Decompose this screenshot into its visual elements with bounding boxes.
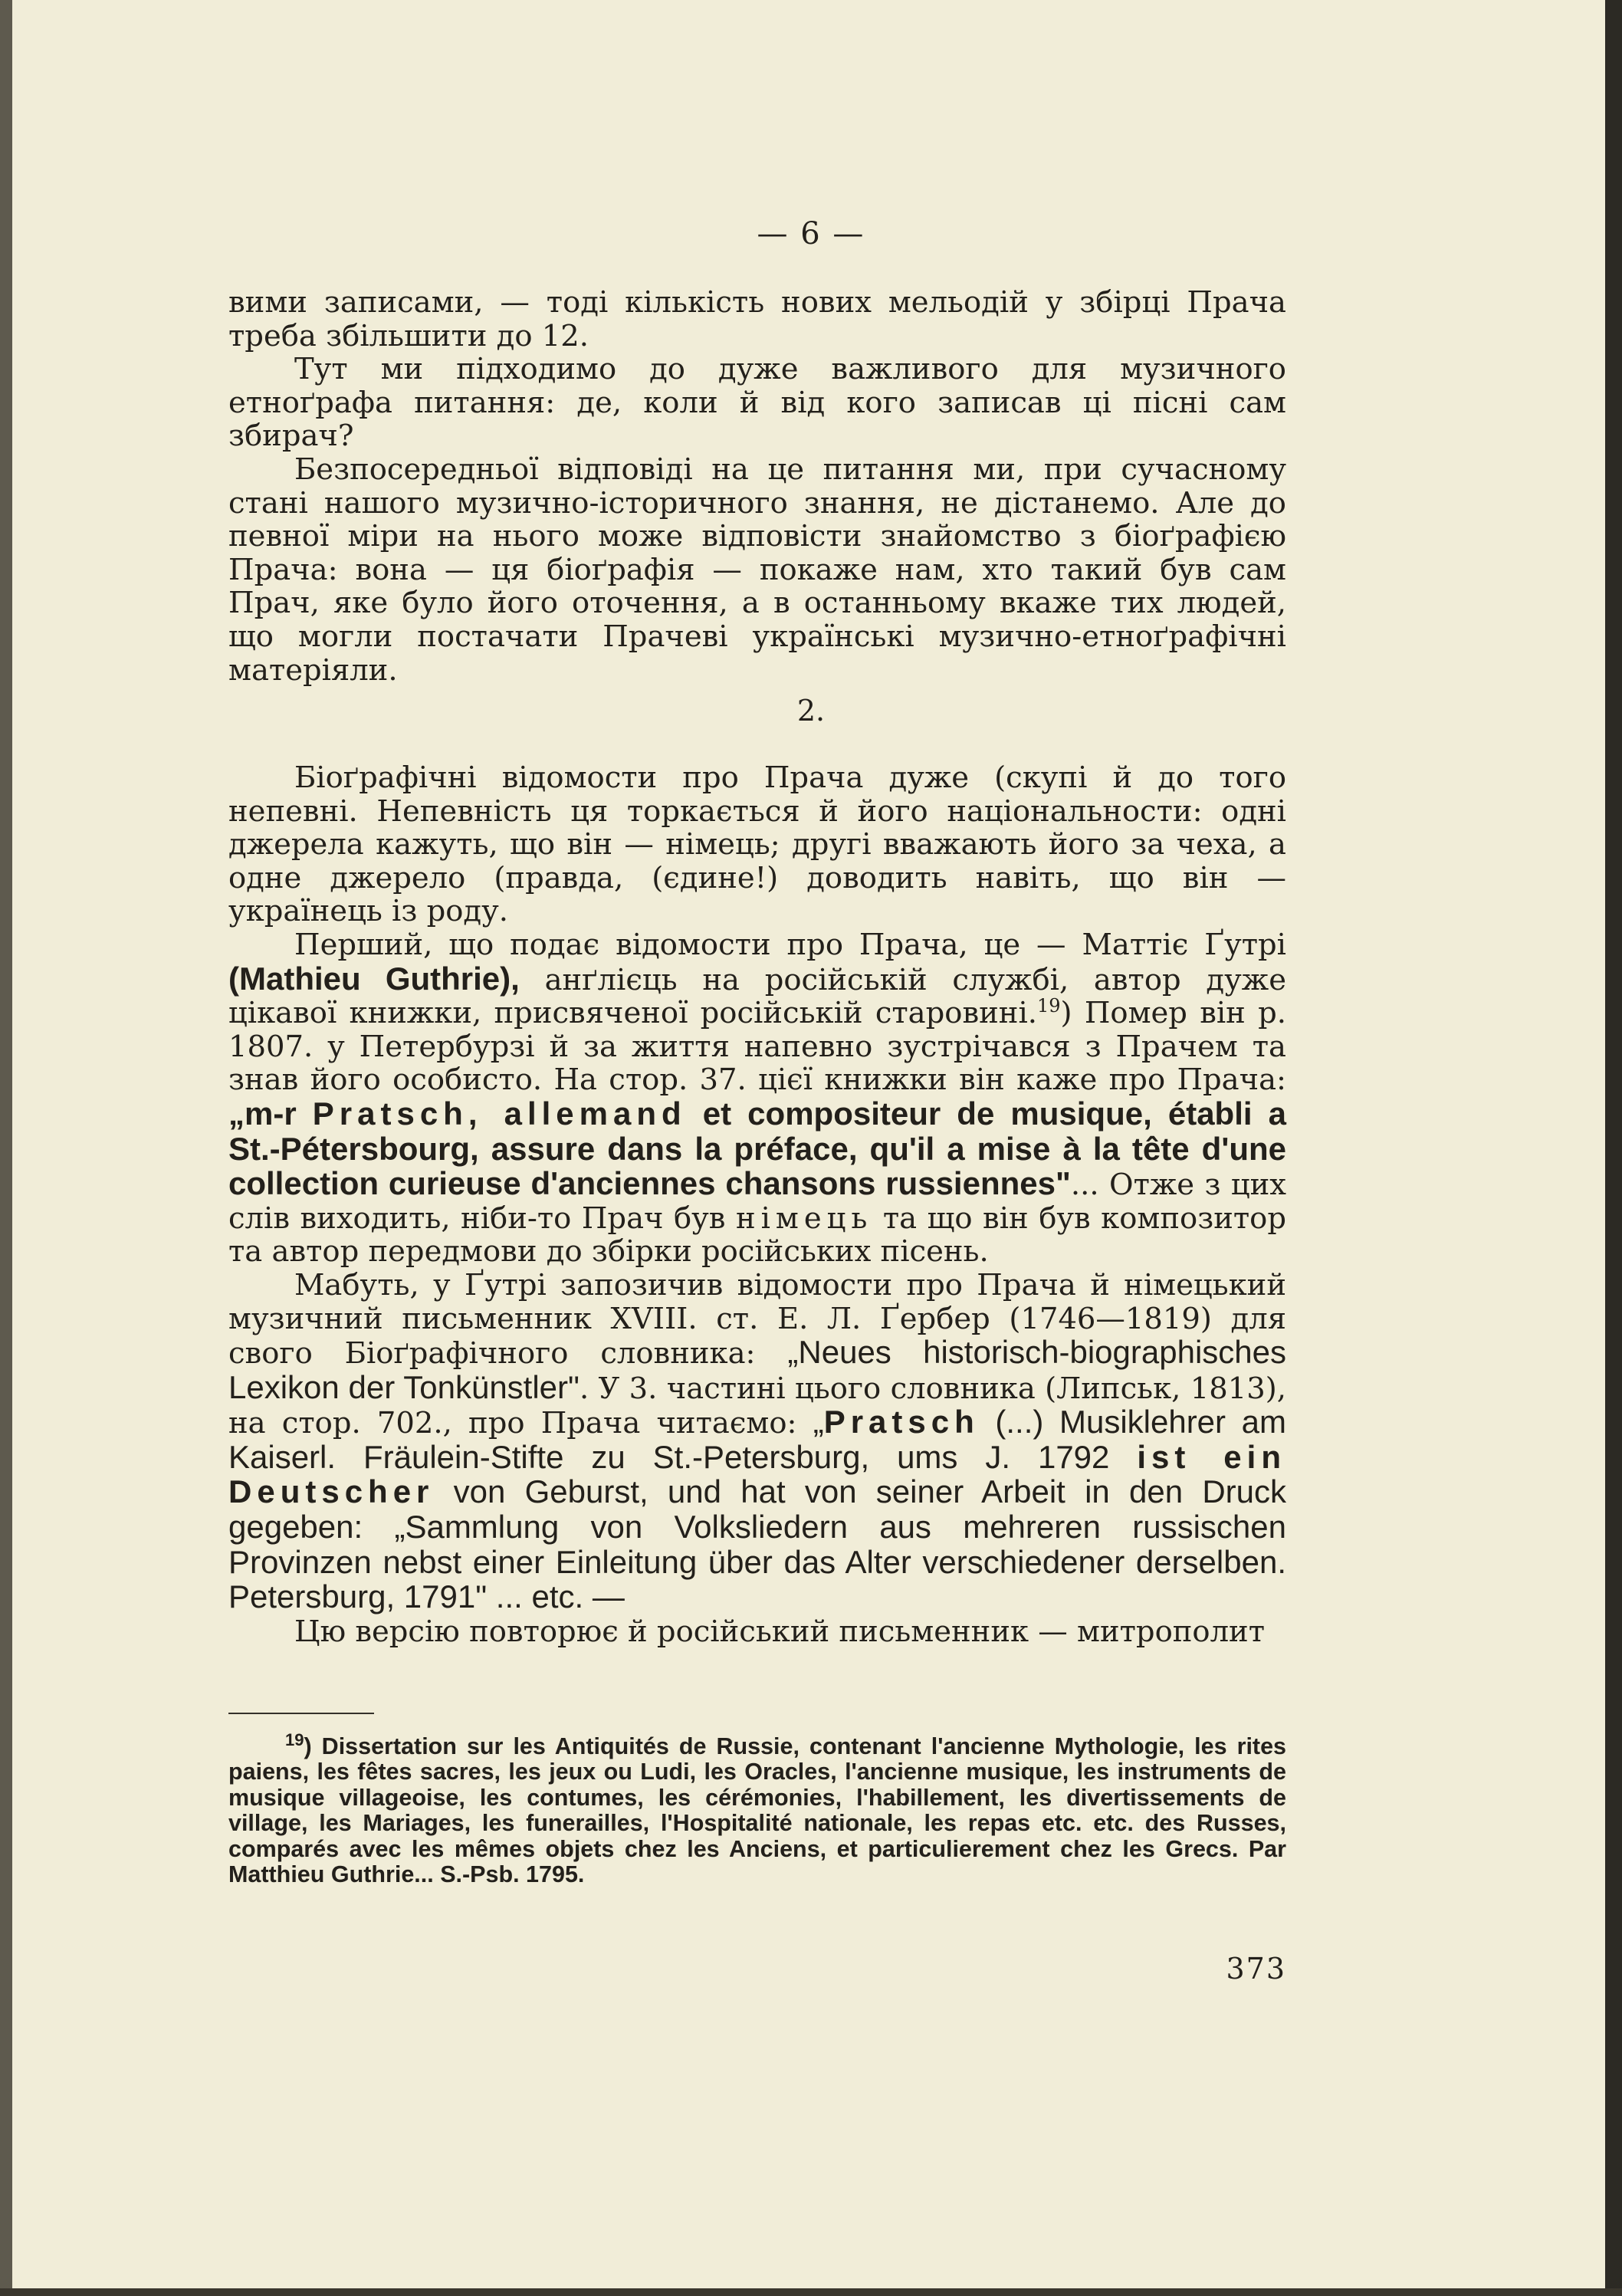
p5-spaced-word: німець bbox=[735, 1201, 873, 1236]
p6-quote-body-2: von Geburst, und hat von seiner Arbeit in den Druck gegeben: „Sammlung von Volksliedern aus mehreren russischen Provinzen nebst einer Einleitung über das Alter verschiedener derselben. Petersburg, 1791" ... etc. — bbox=[228, 1473, 1286, 1615]
p5-text-4: ... Отже з цих слів виходить, ніби-то Прач був bbox=[228, 1168, 1286, 1236]
footnote-text: ) Dissertation sur les Antiquités de Russie, contenant l'ancienne Mythologie, les rites paiens, les fêtes sacres, les jeux ou Ludi, les Oracles, l'ancienne musique, les instruments de musique villageoise, les contumes, les cérémonies, l'habillement, les divertissements de village, les Mariages, les funerailles, l'Hospitalité nationale, les repas etc. etc. des Russes, comparés avec les mêmes objets chez les Anciens, et particulierement chez les Grecs. Par Matthieu Guthrie... S.-Psb. 1795. bbox=[228, 1733, 1286, 1888]
p6-quote-open: „ bbox=[813, 1404, 824, 1440]
p6-quote-spaced: Pratsch bbox=[823, 1404, 980, 1440]
paragraph-2: Тут ми підходимо до дуже важливого для музичного етноґрафа питання: де, коли й від кого записав ці пісні сам збирач? bbox=[228, 352, 1286, 454]
section-number: 2. bbox=[796, 694, 826, 728]
p6-text-1: Мабуть, у Ґутрі запозичив відомости про Прача й німецький музичний письменник XVIII. ст. Е. Л. Ґербер (1746—1819) для свого Біоґрафічного словника: bbox=[228, 1267, 1286, 1371]
paragraph-6 bbox=[228, 1269, 1286, 1615]
p5-quote-spaced: Pratsch, allemand bbox=[312, 1095, 687, 1132]
p5-quote-open: „m-r bbox=[228, 1095, 313, 1132]
page-number: 373 bbox=[1226, 1952, 1286, 1986]
body-block-1 bbox=[228, 286, 1286, 687]
paragraph-4: Біоґрафічні відомости про Прача дуже (скупі й до того непевні. Непевність ця торкається й його національности: одні джерела кажуть, що він — німець; другі вважають його за чеха, а одне джерело (правда, (єдине!) доводить навіть, що він — українець із роду. bbox=[228, 760, 1286, 929]
footnote-rule bbox=[228, 1713, 374, 1714]
paragraph-5 bbox=[228, 928, 1286, 1269]
p5-text-2: анґлієць на російській службі, автор дуже цікавої книжки, присвяченої російській старовині. bbox=[228, 962, 1286, 1031]
p5-quote-body: et compositeur de musique, établi a St.-Pétersbourg, assure dans la préface, qu'il a mise à la tête d'une collection curieuse d'anciennes chansons russiennes" bbox=[228, 1095, 1286, 1202]
paragraph-7: Цю версію повторює й російський письменник — митрополит bbox=[294, 1614, 1266, 1649]
p5-text-3: ) Помер він р. 1807. у Петербурзі й за життя напевно зустрічався з Прачем та знав його особисто. На стор. 37. цієї книжки він каже про Прача: bbox=[228, 996, 1286, 1098]
p5-author-name: (Mathieu Guthrie), bbox=[228, 960, 520, 997]
p6-text-2: . У 3. частині цього словника (Липськ, 1813), на стор. 702., про Прача читаємо: bbox=[228, 1371, 1286, 1441]
p6-quote-body-1: (...) Musiklehrer am Kaiserl. Fräulein-Stifte zu St.-Petersburg, ums J. 1792 bbox=[228, 1404, 1286, 1475]
footnote-ref-19: 19 bbox=[1037, 995, 1061, 1017]
paragraph-3: Безпосередньої відповіді на це питання ми, при сучасному стані нашого музично-історичного знання, не дістанемо. Але до певної міри на нього може відповісти знайомство з біоґрафією Прача: вона — ця біоґрафія — покаже нам, хто такий був сам Прач, яке було його оточення, а в останньому вкаже тих людей, що могли постачати Прачеві українські музично-етноґрафічні матеріяли. bbox=[228, 452, 1286, 688]
scan-edge-bottom bbox=[0, 2288, 1622, 2296]
p6-lexikon-title: „Neues historisch-biographisches Lexikon der Tonkünstler" bbox=[228, 1334, 1286, 1405]
page-header: — 6 — bbox=[757, 216, 865, 251]
footnote-19 bbox=[228, 1729, 1286, 1888]
scan-edge-left bbox=[0, 0, 12, 2296]
scan-edge-right bbox=[1605, 0, 1622, 2296]
body-block-2 bbox=[228, 761, 1286, 1648]
p5-text-1: Перший, що подає відомости про Прача, це — Маттіє Ґутрі bbox=[294, 927, 1286, 962]
paragraph-1: вими записами, — тоді кількість нових мельодій у збірці Прача треба збільшити до 12. bbox=[228, 285, 1286, 353]
p6-quote-spaced-2: ist ein Deutscher bbox=[228, 1438, 1286, 1510]
footnote-mark: 19 bbox=[285, 1729, 304, 1749]
p5-text-5: та що він був композитор та автор передмови до збірки російських пісень. bbox=[228, 1201, 1286, 1270]
